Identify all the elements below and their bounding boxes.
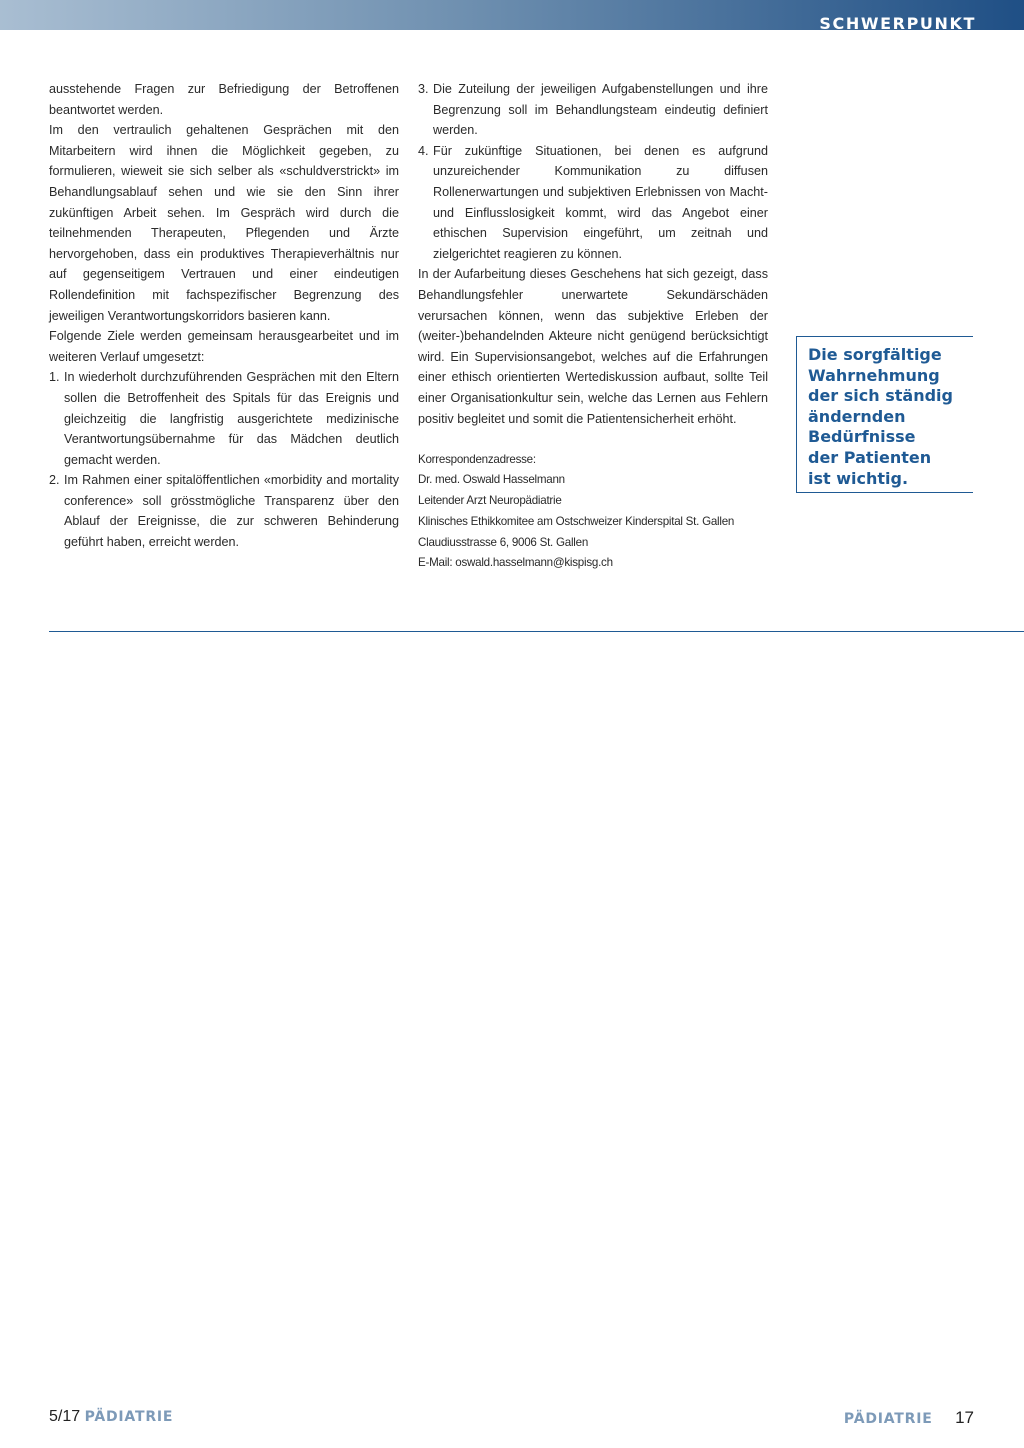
contact-name: Dr. med. Oswald Hasselmann xyxy=(418,473,565,487)
paragraph: In der Aufarbeitung dieses Geschehens hat sich gezeigt, dass Behandlungsfehler unerwartete Sekundärschäden verursachen können, wenn das subjektive Erleben der (weiter-)behandelnden Akteure nicht genügend berücksichtigt wird. Ein Supervisionsangebot, welches auf die Erfahrungen einer ethisch orientierten Wertediskussion aufbaut, sollte Teil einer Organisationkultur sein, welche das Lernen aus Fehlern positiv begleitet und somit die Patientensicherheit erhöht. xyxy=(418,267,768,426)
contact-heading: Korrespondenzadresse: xyxy=(418,452,536,466)
list-number: 1. xyxy=(49,370,60,385)
list-item xyxy=(49,470,399,552)
issue-number: 5/17 xyxy=(49,1408,81,1425)
paragraph: ausstehende Fragen zur Befriedigung der Betroffenen beantwortet werden. xyxy=(49,82,399,117)
contact-address: Claudiusstrasse 6, 9006 St. Gallen xyxy=(418,535,589,549)
list-text: Für zukünftige Situationen, bei denen es aufgrund unzureichender Kommunikation zu diffusen Rollenerwartungen und subjektiven Erlebnissen von Macht- und Einflusslosigkeit kommt, wird das Angebot einer ethischen Supervision eingeführt, um zeitnah und zielgerichtet reagieren zu können. xyxy=(433,143,768,261)
list-text: In wiederholt durchzuführenden Gesprächen mit den Eltern sollen die Betroffenheit des Spitals für das Ereignis und gleichzeitig die langfristig ausgerichtete medizinische Verantwortungsübernahme für das Mädchen deutlich gemacht werden. xyxy=(64,370,399,467)
contact-email: E-Mail: oswald.hasselmann@kispisg.ch xyxy=(418,556,613,570)
pull-quote: Die sorgfältige Wahrnehmung der sich ständig ändernden Bedürfnisse der Patienten ist wichtig. xyxy=(796,336,973,493)
left-column xyxy=(49,79,399,553)
contact-role: Leitender Arzt Neuropädiatrie xyxy=(418,494,562,508)
list-item xyxy=(418,79,768,141)
list-text: Die Zuteilung der jeweiligen Aufgabenstellungen und ihre Begrenzung soll im Behandlungsteam eindeutig definiert werden. xyxy=(433,82,768,138)
magazine-logo: PÄDIATRIE xyxy=(843,1411,933,1427)
page-number: 17 xyxy=(955,1408,974,1427)
list-number: 4. xyxy=(418,143,429,158)
footer-right xyxy=(844,1408,974,1428)
divider-line xyxy=(49,631,1024,632)
footer-left xyxy=(49,1408,173,1426)
list-text: Im Rahmen einer spitalöffentlichen «morbidity and mortality conference» soll grösstmögliche Transparenz über den Ablauf der Ereignisse, die zur schweren Behinderung geführt haben, erreicht werden. xyxy=(64,473,399,550)
correspondence-address xyxy=(418,450,768,574)
list-item xyxy=(418,141,768,265)
section-title: SCHWERPUNKT xyxy=(819,14,976,33)
contact-institution: Klinisches Ethikkomitee am Ostschweizer Kinderspital St. Gallen xyxy=(418,514,735,528)
list-number: 2. xyxy=(49,473,60,488)
magazine-logo: PÄDIATRIE xyxy=(84,1409,174,1425)
list-number: 3. xyxy=(418,82,429,96)
paragraph: Im den vertraulich gehaltenen Gesprächen mit den Mitarbeitern wird ihnen die Möglichkeit gegeben, zu formulieren, wieweit sie sich selber als «schuldverstrickt» im Behandlungsablauf sehen und wie sie den Sinn ihrer zukünftigen Arbeit sehen. Im Gespräch wird durch die teilnehmenden Therapeuten, Pflegenden und Ärzte hervorgehoben, dass ein produktives Therapieverhältnis nur auf gegenseitigem Vertrauen und einer eindeutigen Rollendefinition mit fachspezifischer Begrenzung des jeweiligen Verantwortungskorridors basieren kann. xyxy=(49,123,399,323)
middle-column xyxy=(418,79,768,574)
paragraph: Folgende Ziele werden gemeinsam herausgearbeitet und im weiteren Verlauf umgesetzt: xyxy=(49,329,399,364)
list-item xyxy=(49,367,399,470)
